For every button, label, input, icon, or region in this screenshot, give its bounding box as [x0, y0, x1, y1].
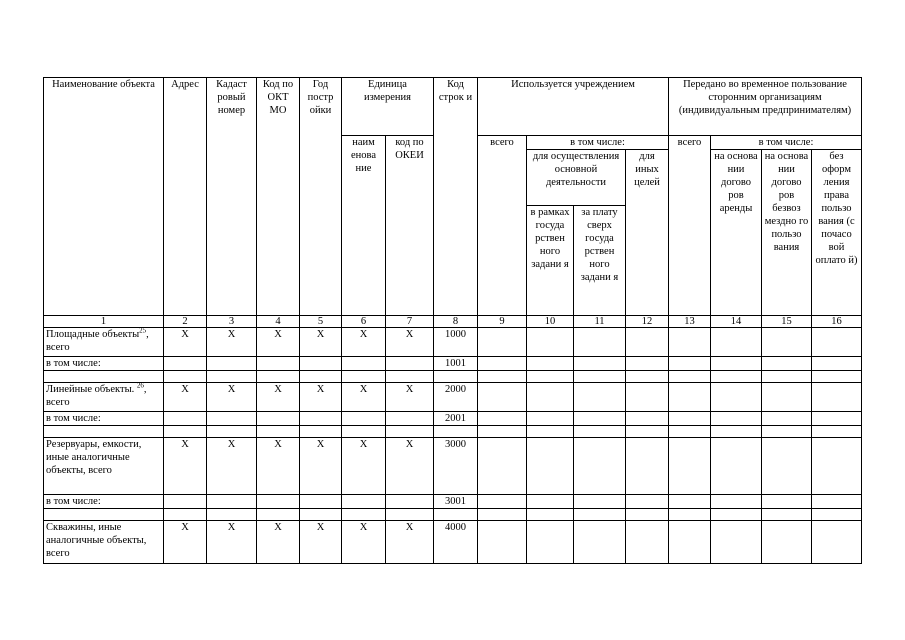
value-cell[interactable] [711, 412, 762, 426]
value-cell[interactable] [626, 521, 669, 564]
header-year: Год постр ойки [300, 78, 342, 316]
footnote-ref: 26 [136, 382, 144, 390]
empty-cell[interactable] [669, 371, 711, 383]
value-cell[interactable] [574, 328, 626, 357]
x-mark-cell: X [386, 438, 434, 495]
x-mark-cell: X [257, 328, 300, 357]
value-cell[interactable] [669, 383, 711, 412]
empty-cell[interactable] [386, 357, 434, 371]
header-unit-okei: код по ОКЕИ [386, 136, 434, 316]
x-mark-cell: X [257, 521, 300, 564]
x-mark-cell: X [342, 521, 386, 564]
column-number: 1 [44, 316, 164, 328]
header-used: Используется учреждением [478, 78, 669, 136]
column-number: 5 [300, 316, 342, 328]
x-mark-cell: X [386, 383, 434, 412]
column-number: 9 [478, 316, 527, 328]
value-cell[interactable] [711, 328, 762, 357]
row-code-cell: 3001 [434, 495, 478, 509]
empty-cell[interactable] [257, 412, 300, 426]
empty-cell[interactable] [300, 495, 342, 509]
header-used-main: для осуществления основной деятельности [527, 150, 626, 206]
object-name-cell [44, 383, 164, 412]
x-mark-cell: X [164, 383, 207, 412]
empty-cell[interactable] [762, 371, 812, 383]
value-cell[interactable] [626, 412, 669, 426]
empty-cell[interactable] [44, 426, 164, 438]
empty-cell[interactable] [257, 371, 300, 383]
empty-cell[interactable] [164, 371, 207, 383]
empty-cell[interactable] [300, 412, 342, 426]
object-name-cell [44, 438, 164, 495]
table-row [44, 357, 862, 371]
empty-cell[interactable] [164, 495, 207, 509]
column-number: 15 [762, 316, 812, 328]
column-number: 11 [574, 316, 626, 328]
empty-cell[interactable] [164, 426, 207, 438]
header-unit: Единица измерения [342, 78, 434, 136]
row-code-cell: 1000 [434, 328, 478, 357]
x-mark-cell: X [164, 521, 207, 564]
x-mark-cell: X [207, 438, 257, 495]
empty-cell[interactable] [207, 426, 257, 438]
empty-cell[interactable] [434, 509, 478, 521]
object-name-cell [44, 328, 164, 357]
empty-cell[interactable] [342, 426, 386, 438]
empty-cell[interactable] [207, 371, 257, 383]
x-mark-cell: X [300, 521, 342, 564]
value-cell[interactable] [478, 438, 527, 495]
value-cell[interactable] [478, 495, 527, 509]
column-number: 12 [626, 316, 669, 328]
table-row [44, 383, 862, 412]
row-code-cell: 2000 [434, 383, 478, 412]
row-code-cell: 1001 [434, 357, 478, 371]
header-tr-free: на основа нии догово ров безвоз мездно го пользо вания [762, 150, 812, 316]
value-cell[interactable] [527, 328, 574, 357]
empty-cell[interactable] [527, 509, 574, 521]
value-cell[interactable] [711, 521, 762, 564]
column-number: 6 [342, 316, 386, 328]
header-tr-noform: без оформ ления права пользо вания (с почасо вой оплато й) [812, 150, 862, 316]
value-cell[interactable] [626, 357, 669, 371]
value-cell[interactable] [711, 438, 762, 495]
empty-cell[interactable] [164, 509, 207, 521]
empty-cell[interactable] [478, 426, 527, 438]
header-cadastral: Кадаст ровый номер [207, 78, 257, 316]
column-number: 4 [257, 316, 300, 328]
objects-table [43, 77, 862, 564]
value-cell[interactable] [478, 328, 527, 357]
header-transferred: Передано во временное пользование сторонним организациям (индивидуальным предпринимателям) [669, 78, 862, 136]
empty-cell[interactable] [207, 509, 257, 521]
x-mark-cell: X [386, 328, 434, 357]
value-cell[interactable] [711, 357, 762, 371]
empty-cell[interactable] [711, 426, 762, 438]
report-table-sheet [43, 77, 862, 564]
object-name-suffix: , всего [46, 384, 147, 408]
value-cell[interactable] [574, 521, 626, 564]
empty-cell[interactable] [207, 357, 257, 371]
column-number: 8 [434, 316, 478, 328]
value-cell[interactable] [574, 495, 626, 509]
value-cell[interactable] [478, 357, 527, 371]
header-used-total: всего [478, 136, 527, 316]
value-cell[interactable] [626, 495, 669, 509]
empty-cell[interactable] [164, 357, 207, 371]
value-cell[interactable] [812, 328, 862, 357]
value-cell[interactable] [478, 383, 527, 412]
empty-cell[interactable] [300, 509, 342, 521]
value-cell[interactable] [527, 412, 574, 426]
empty-cell[interactable] [574, 509, 626, 521]
header-tr-incl: в том числе: [711, 136, 862, 150]
empty-cell[interactable] [669, 509, 711, 521]
empty-cell[interactable] [434, 426, 478, 438]
empty-cell[interactable] [342, 371, 386, 383]
x-mark-cell: X [207, 328, 257, 357]
column-number: 14 [711, 316, 762, 328]
object-name: Резервуары, емкости, иные аналогичные объекты, всего [46, 439, 142, 476]
empty-cell[interactable] [342, 357, 386, 371]
empty-cell[interactable] [342, 495, 386, 509]
header-name: Наименование объекта [44, 78, 164, 316]
row-code-cell: 3000 [434, 438, 478, 495]
blank-row [44, 371, 862, 383]
x-mark-cell: X [257, 383, 300, 412]
including-label: в том числе: [44, 357, 164, 371]
value-cell[interactable] [626, 328, 669, 357]
empty-cell[interactable] [257, 495, 300, 509]
value-cell[interactable] [574, 438, 626, 495]
value-cell[interactable] [669, 521, 711, 564]
x-mark-cell: X [300, 438, 342, 495]
table-body [44, 328, 862, 564]
empty-cell[interactable] [386, 495, 434, 509]
row-code-cell: 4000 [434, 521, 478, 564]
value-cell[interactable] [711, 495, 762, 509]
x-mark-cell: X [342, 438, 386, 495]
value-cell[interactable] [812, 521, 862, 564]
value-cell[interactable] [527, 357, 574, 371]
value-cell[interactable] [626, 438, 669, 495]
value-cell[interactable] [812, 383, 862, 412]
empty-cell[interactable] [478, 509, 527, 521]
column-number: 10 [527, 316, 574, 328]
value-cell[interactable] [527, 383, 574, 412]
empty-cell[interactable] [574, 371, 626, 383]
value-cell[interactable] [669, 438, 711, 495]
value-cell[interactable] [626, 383, 669, 412]
header-used-incl: в том числе: [527, 136, 669, 150]
empty-cell[interactable] [44, 509, 164, 521]
header-address: Адрес [164, 78, 207, 316]
table-row [44, 438, 862, 495]
empty-cell[interactable] [711, 371, 762, 383]
value-cell[interactable] [762, 495, 812, 509]
value-cell[interactable] [669, 495, 711, 509]
value-cell[interactable] [762, 412, 812, 426]
column-number: 16 [812, 316, 862, 328]
empty-cell[interactable] [342, 509, 386, 521]
x-mark-cell: X [300, 328, 342, 357]
object-name-suffix: , всего [46, 329, 149, 353]
empty-cell[interactable] [342, 412, 386, 426]
header-row-code: Код строк и [434, 78, 478, 316]
row-code-cell: 2001 [434, 412, 478, 426]
value-cell[interactable] [574, 412, 626, 426]
value-cell[interactable] [812, 438, 862, 495]
column-number: 7 [386, 316, 434, 328]
empty-cell[interactable] [386, 412, 434, 426]
header-used-main-task: в рамках госуда рствен ного задани я [527, 206, 574, 316]
header-oktmo: Код по ОКТ МО [257, 78, 300, 316]
value-cell[interactable] [762, 357, 812, 371]
x-mark-cell: X [207, 383, 257, 412]
including-label: в том числе: [44, 495, 164, 509]
empty-cell[interactable] [574, 426, 626, 438]
value-cell[interactable] [812, 495, 862, 509]
empty-cell[interactable] [386, 509, 434, 521]
value-cell[interactable] [527, 438, 574, 495]
x-mark-cell: X [164, 438, 207, 495]
table-row [44, 328, 862, 357]
empty-cell[interactable] [527, 371, 574, 383]
empty-cell[interactable] [434, 371, 478, 383]
value-cell[interactable] [527, 495, 574, 509]
including-label: в том числе: [44, 412, 164, 426]
empty-cell[interactable] [711, 509, 762, 521]
x-mark-cell: X [164, 328, 207, 357]
empty-cell[interactable] [478, 371, 527, 383]
blank-row [44, 426, 862, 438]
value-cell[interactable] [669, 357, 711, 371]
object-name: Скважины, иные аналогичные объекты, всего [46, 522, 147, 559]
blank-row [44, 509, 862, 521]
table-row [44, 495, 862, 509]
header-used-main-paid: за плату сверх госуда рствен ного задани я [574, 206, 626, 316]
empty-cell[interactable] [626, 371, 669, 383]
empty-cell[interactable] [762, 509, 812, 521]
empty-cell[interactable] [812, 371, 862, 383]
empty-cell[interactable] [164, 412, 207, 426]
object-name-cell [44, 521, 164, 564]
value-cell[interactable] [711, 383, 762, 412]
value-cell[interactable] [574, 357, 626, 371]
header-tr-total: всего [669, 136, 711, 316]
x-mark-cell: X [342, 383, 386, 412]
empty-cell[interactable] [386, 371, 434, 383]
empty-cell[interactable] [207, 495, 257, 509]
empty-cell[interactable] [812, 426, 862, 438]
column-number: 3 [207, 316, 257, 328]
empty-cell[interactable] [257, 509, 300, 521]
column-number: 2 [164, 316, 207, 328]
header-unit-name: наим енова ние [342, 136, 386, 316]
column-number: 13 [669, 316, 711, 328]
empty-cell[interactable] [527, 426, 574, 438]
x-mark-cell: X [342, 328, 386, 357]
value-cell[interactable] [527, 521, 574, 564]
empty-cell[interactable] [300, 357, 342, 371]
value-cell[interactable] [669, 412, 711, 426]
value-cell[interactable] [762, 521, 812, 564]
value-cell[interactable] [478, 412, 527, 426]
header-used-other: для иных целей [626, 150, 669, 316]
footnote-ref: 25 [139, 327, 147, 335]
empty-cell[interactable] [669, 426, 711, 438]
empty-cell[interactable] [257, 357, 300, 371]
empty-cell[interactable] [300, 371, 342, 383]
object-name: Линейные объекты. [46, 384, 137, 395]
value-cell[interactable] [762, 328, 812, 357]
table-row [44, 412, 862, 426]
value-cell[interactable] [812, 357, 862, 371]
header-tr-rent: на основа нии догово ров аренды [711, 150, 762, 316]
empty-cell[interactable] [207, 412, 257, 426]
x-mark-cell: X [207, 521, 257, 564]
table-row [44, 521, 862, 564]
value-cell[interactable] [762, 383, 812, 412]
empty-cell[interactable] [257, 426, 300, 438]
value-cell[interactable] [478, 521, 527, 564]
empty-cell[interactable] [44, 371, 164, 383]
value-cell[interactable] [669, 328, 711, 357]
empty-cell[interactable] [626, 509, 669, 521]
x-mark-cell: X [386, 521, 434, 564]
empty-cell[interactable] [762, 426, 812, 438]
value-cell[interactable] [812, 412, 862, 426]
empty-cell[interactable] [386, 426, 434, 438]
object-name: Площадные объекты [46, 329, 140, 340]
empty-cell[interactable] [300, 426, 342, 438]
x-mark-cell: X [300, 383, 342, 412]
x-mark-cell: X [257, 438, 300, 495]
value-cell[interactable] [574, 383, 626, 412]
empty-cell[interactable] [626, 426, 669, 438]
empty-cell[interactable] [812, 509, 862, 521]
value-cell[interactable] [762, 438, 812, 495]
